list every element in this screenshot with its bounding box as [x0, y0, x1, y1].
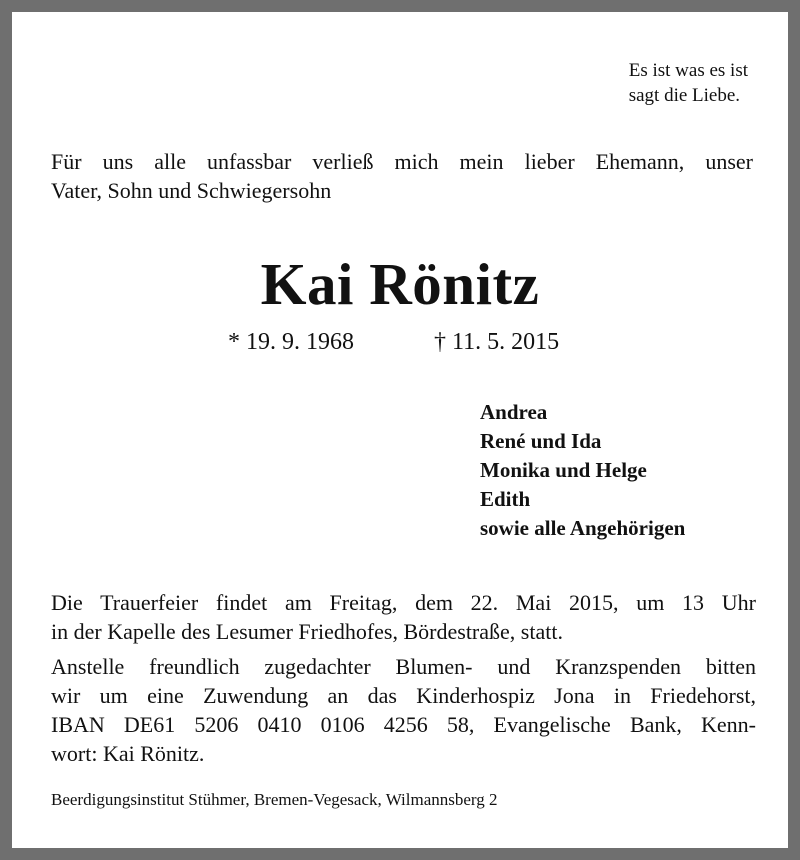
donation-notice — [51, 652, 756, 768]
deceased-name: Kai Rönitz — [260, 251, 540, 317]
funeral-line: in der Kapelle des Lesumer Friedhofes, Bördestraße, statt. — [51, 619, 563, 644]
mourner: Monika und Helge — [480, 458, 647, 482]
life-dates — [0, 326, 800, 358]
intro-line: Für uns alle unfassbar verließ mich mein lieber Ehemann, unser — [51, 149, 753, 174]
birth-date: * 19. 9. 1968 — [228, 329, 354, 355]
mourner: René und Ida — [480, 429, 602, 453]
mourner: Edith — [480, 487, 531, 511]
death-date: † 11. 5. 2015 — [434, 329, 560, 355]
donation-line: Anstelle freundlich zugedachter Blumen- und Kranzspenden bitten — [51, 654, 756, 679]
intro-text — [51, 147, 753, 205]
motto-line: Es ist was es ist — [628, 60, 748, 81]
intro-line: Vater, Sohn und Schwiegersohn — [51, 178, 332, 203]
funeral-line: Die Trauerfeier findet am Freitag, dem 22. Mai 2015, um 13 Uhr — [51, 590, 756, 615]
mourner: sowie alle Angehörigen — [480, 516, 686, 540]
donation-line: IBAN DE61 5206 0410 0106 4256 58, Evangelische Bank, Kenn- — [51, 712, 756, 737]
donation-line: wir um eine Zuwendung an das Kinderhospiz Jona in Friedehorst, — [51, 683, 756, 708]
motto-line: sagt die Liebe. — [628, 85, 741, 106]
mourner: Andrea — [480, 400, 548, 424]
mourners-list — [480, 398, 685, 543]
funeral-notice — [51, 588, 756, 646]
donation-line: wort: Kai Rönitz. — [51, 741, 205, 766]
undertaker-info: Beerdigungsinstitut Stühmer, Bremen-Vegesack, Wilmannsberg 2 — [51, 790, 498, 809]
motto — [629, 58, 748, 108]
